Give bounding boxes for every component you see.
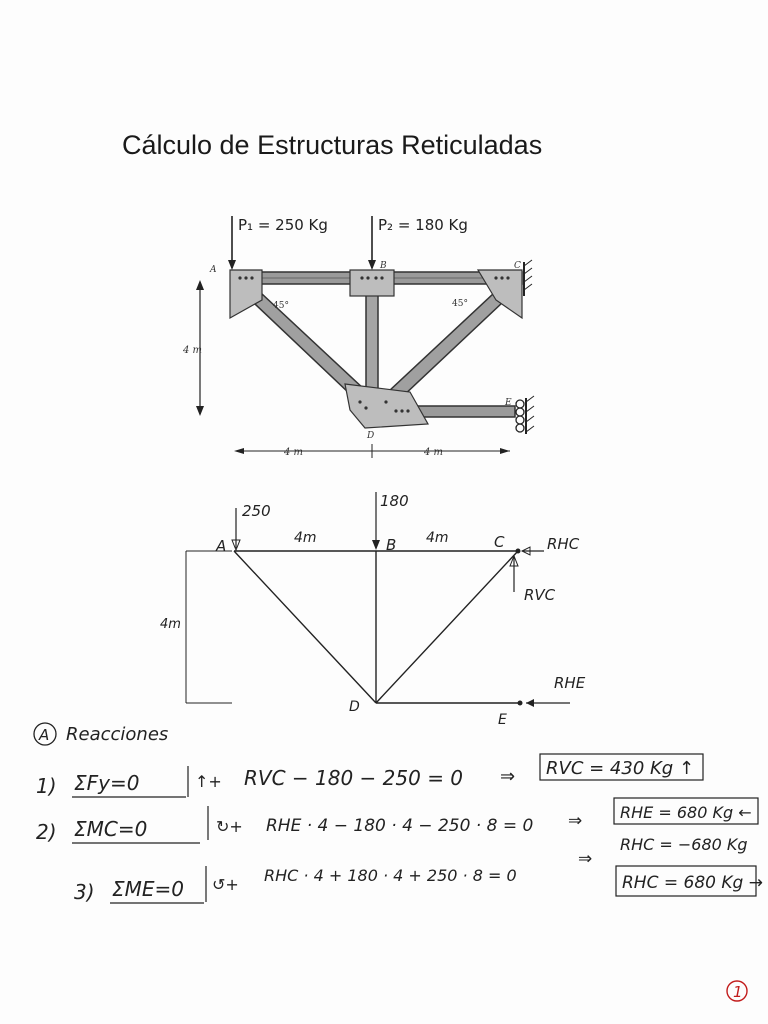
sketch-span-bc: 4m bbox=[426, 530, 449, 546]
svg-text:RHC · 4 + 180 · 4 + 250 · 8 =: RHC · 4 + 180 · 4 + 250 · 8 = 0 bbox=[264, 866, 517, 885]
svg-text:RHC = −680 Kg: RHC = −680 Kg bbox=[620, 835, 748, 854]
svg-text:RHE · 4 − 180 · 4 − 250 · 8 =: RHE · 4 − 180 · 4 − 250 · 8 = 0 bbox=[266, 816, 534, 836]
section-marker: A bbox=[39, 726, 50, 744]
span-left-label: 4 m bbox=[284, 447, 304, 458]
angle-left-label: 45° bbox=[273, 301, 289, 311]
svg-text:3): 3) bbox=[74, 880, 95, 904]
support-e bbox=[516, 396, 534, 434]
sketch-node-a: A bbox=[216, 537, 227, 555]
truss-sketch bbox=[160, 492, 586, 728]
svg-text:RVC − 180 − 250 = 0: RVC − 180 − 250 = 0 bbox=[244, 766, 464, 790]
node-b-label: B bbox=[380, 261, 387, 271]
sketch-node-d: D bbox=[349, 699, 360, 715]
svg-text:RVC = 430 Kg ↑: RVC = 430 Kg ↑ bbox=[546, 758, 695, 779]
final-result: RHC = 680 Kg → bbox=[622, 873, 763, 893]
svg-text:↺+: ↺+ bbox=[212, 875, 239, 894]
svg-text:2): 2) bbox=[36, 820, 57, 844]
node-e-label: E bbox=[505, 398, 512, 408]
truss-figure bbox=[182, 216, 534, 458]
sketch-load-b: 180 bbox=[380, 492, 409, 510]
page-title: Cálculo de Estructuras Reticuladas bbox=[122, 130, 543, 160]
svg-text:⇒: ⇒ bbox=[568, 811, 583, 831]
sketch-node-c: C bbox=[494, 533, 505, 551]
equation-3 bbox=[74, 835, 748, 904]
svg-text:1): 1) bbox=[36, 774, 57, 798]
node-a-label: A bbox=[210, 265, 217, 275]
svg-text:⇒: ⇒ bbox=[500, 766, 516, 787]
load-label-p1: P₁ = 250 Kg bbox=[238, 216, 328, 234]
sketch-node-b: B bbox=[386, 536, 397, 554]
sketch-load-a: 250 bbox=[242, 502, 271, 520]
svg-text:RHE = 680 Kg ←: RHE = 680 Kg ← bbox=[620, 803, 752, 822]
node-c-label: C bbox=[514, 261, 521, 271]
svg-text:ΣMC=0: ΣMC=0 bbox=[74, 817, 148, 841]
svg-text:⇒: ⇒ bbox=[578, 849, 593, 869]
height-label: 4 m bbox=[183, 345, 203, 356]
span-right-label: 4 m bbox=[424, 447, 444, 458]
svg-text:↻+: ↻+ bbox=[216, 817, 243, 836]
page-number: 1 bbox=[733, 983, 743, 1001]
equation-1 bbox=[36, 754, 703, 798]
support-c bbox=[524, 260, 532, 296]
node-d-label: D bbox=[367, 431, 375, 441]
svg-text:ΣFy=0: ΣFy=0 bbox=[74, 771, 140, 795]
angle-right-label: 45° bbox=[452, 299, 468, 309]
sketch-rhe: RHE bbox=[554, 674, 586, 692]
section-heading: Reacciones bbox=[66, 724, 169, 745]
svg-text:ΣME=0: ΣME=0 bbox=[112, 877, 185, 901]
svg-text:↑+: ↑+ bbox=[195, 772, 222, 791]
load-label-p2: P₂ = 180 Kg bbox=[378, 216, 468, 234]
sketch-rvc: RVC bbox=[524, 586, 556, 604]
sketch-node-e: E bbox=[498, 712, 507, 728]
sketch-rhc: RHC bbox=[547, 535, 580, 553]
sketch-height: 4m bbox=[160, 617, 181, 632]
sketch-span-ab: 4m bbox=[294, 530, 317, 546]
